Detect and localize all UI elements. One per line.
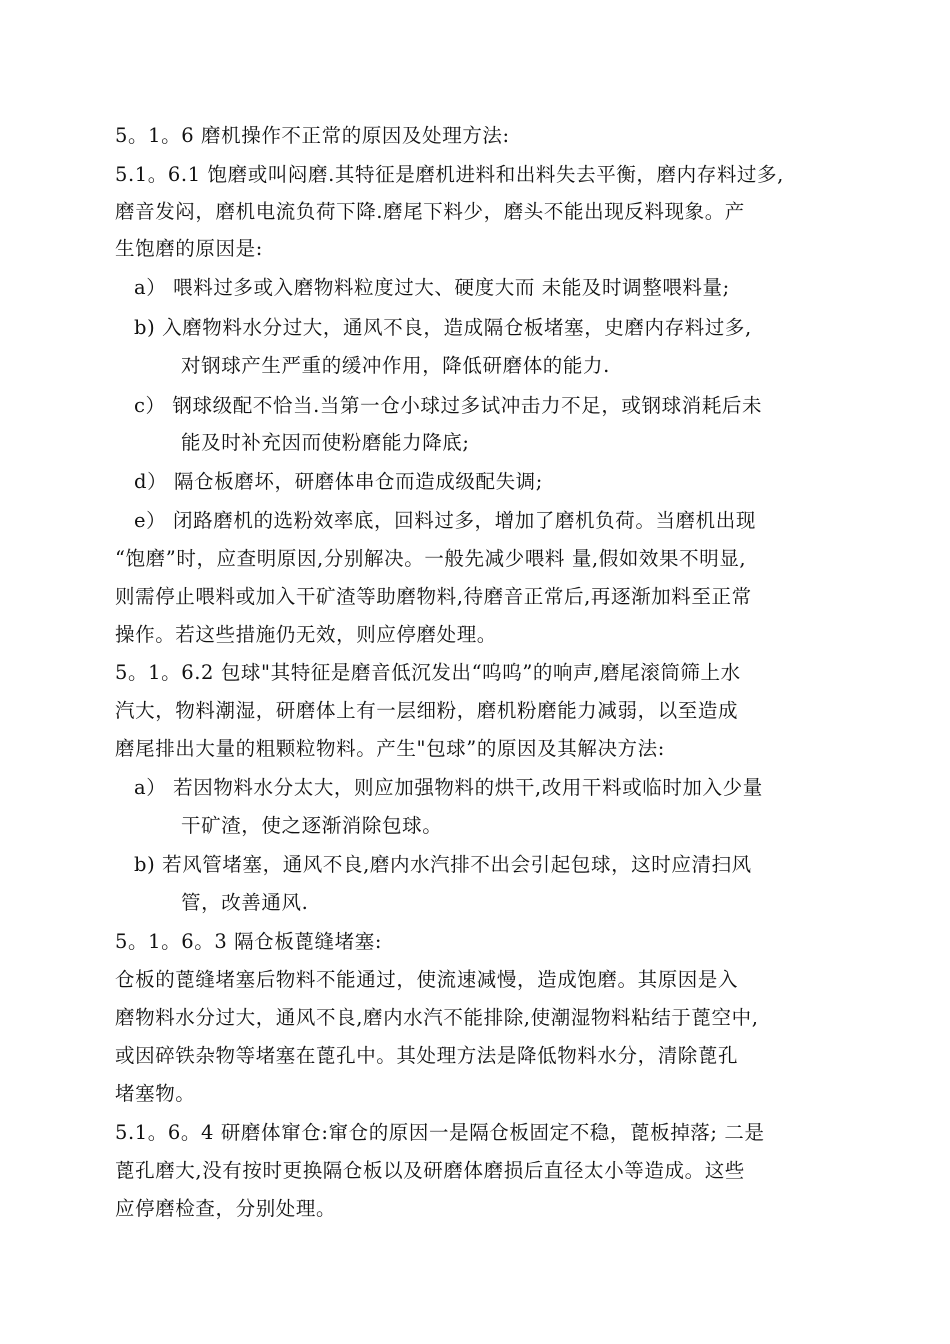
paragraph-line: 生饱磨的原因是:: [115, 237, 263, 260]
list-item-d: d） 隔仓板磨坏，研磨体串仓而造成级配失调;: [134, 470, 543, 493]
paragraph-line: 磨音发闷，磨机电流负荷下降.磨尾下料少，磨头不能出现反料现象。产: [115, 200, 745, 223]
list-item-a: a） 若因物料水分太大，则应加强物料的烘干,改用干料或临时加入少量: [134, 776, 763, 799]
paragraph-line: 堵塞物。: [115, 1082, 196, 1105]
paragraph-line: 磨尾排出大量的粗颗粒物料。产生"包球”的原因及其解决方法:: [115, 737, 665, 760]
subsection-heading: 5.1。6。4 研磨体窜仓:窜仓的原因一是隔仓板固定不稳，蓖板掉落; 二是: [115, 1121, 765, 1144]
list-item-b: b) 若风管堵塞，通风不良,磨内水汽排不出会引起包球，这时应清扫风: [134, 853, 752, 876]
paragraph-line: 或因碎铁杂物等堵塞在蓖孔中。其处理方法是降低物料水分，清除蓖孔: [115, 1044, 739, 1067]
paragraph-line: 应停磨检查，分别处理。: [115, 1197, 337, 1220]
section-heading: 5。1。6 磨机操作不正常的原因及处理方法:: [115, 124, 510, 147]
list-item-b: b) 入磨物料水分过大，通风不良，造成隔仓板堵塞，史磨内存料过多,: [134, 316, 752, 339]
paragraph-line: 磨物料水分过大，通风不良,磨内水汽不能排除,使潮湿物料粘结于蓖空中,: [115, 1006, 759, 1029]
subsection-heading: 5.1。6.1 饱磨或叫闷磨.其特征是磨机进料和出料失去平衡，磨内存料过多,: [115, 163, 784, 186]
list-item-b-continued: 管，改善通风.: [181, 891, 309, 914]
paragraph-line: 仓板的蓖缝堵塞后物料不能通过，使流速减慢，造成饱磨。其原因是入: [115, 968, 739, 991]
list-item-e: e） 闭路磨机的选粉效率底，回料过多，增加了磨机负荷。当磨机出现: [134, 509, 756, 532]
list-item-a: a） 喂料过多或入磨物料粒度过大、硬度大而 未能及时调整喂料量;: [134, 276, 730, 299]
subsection-heading: 5。1。6。3 隔仓板蓖缝堵塞:: [115, 930, 382, 953]
list-item-a-continued: 干矿渣，使之逐渐消除包球。: [181, 814, 443, 837]
paragraph-line: 汽大，物料潮湿，研磨体上有一层细粉，磨机粉磨能力减弱，以至造成: [115, 699, 739, 722]
paragraph-line: 操作。若这些措施仍无效，则应停磨处理。: [115, 623, 497, 646]
list-item-c-continued: 能及时补充因而使粉磨能力降底;: [181, 431, 470, 454]
paragraph-line: “饱磨”时，应查明原因,分别解决。一般先减少喂料 量,假如效果不明显,: [115, 547, 747, 570]
paragraph-line: 则需停止喂料或加入干矿渣等助磨物料,待磨音正常后,再逐渐加料至正常: [115, 585, 752, 608]
paragraph-line: 蓖孔磨大,没有按时更换隔仓板以及研磨体磨损后直径太小等造成。这些: [115, 1159, 745, 1182]
list-item-c: c） 钢球级配不恰当.当第一仓小球过多试冲击力不足，或钢球消耗后未: [134, 394, 763, 417]
list-item-b-continued: 对钢球产生严重的缓冲作用，降低研磨体的能力.: [181, 354, 610, 377]
subsection-heading: 5。1。6.2 包球"其特征是磨音低沉发出“呜呜”的响声,磨尾滚筒筛上水: [115, 661, 741, 684]
